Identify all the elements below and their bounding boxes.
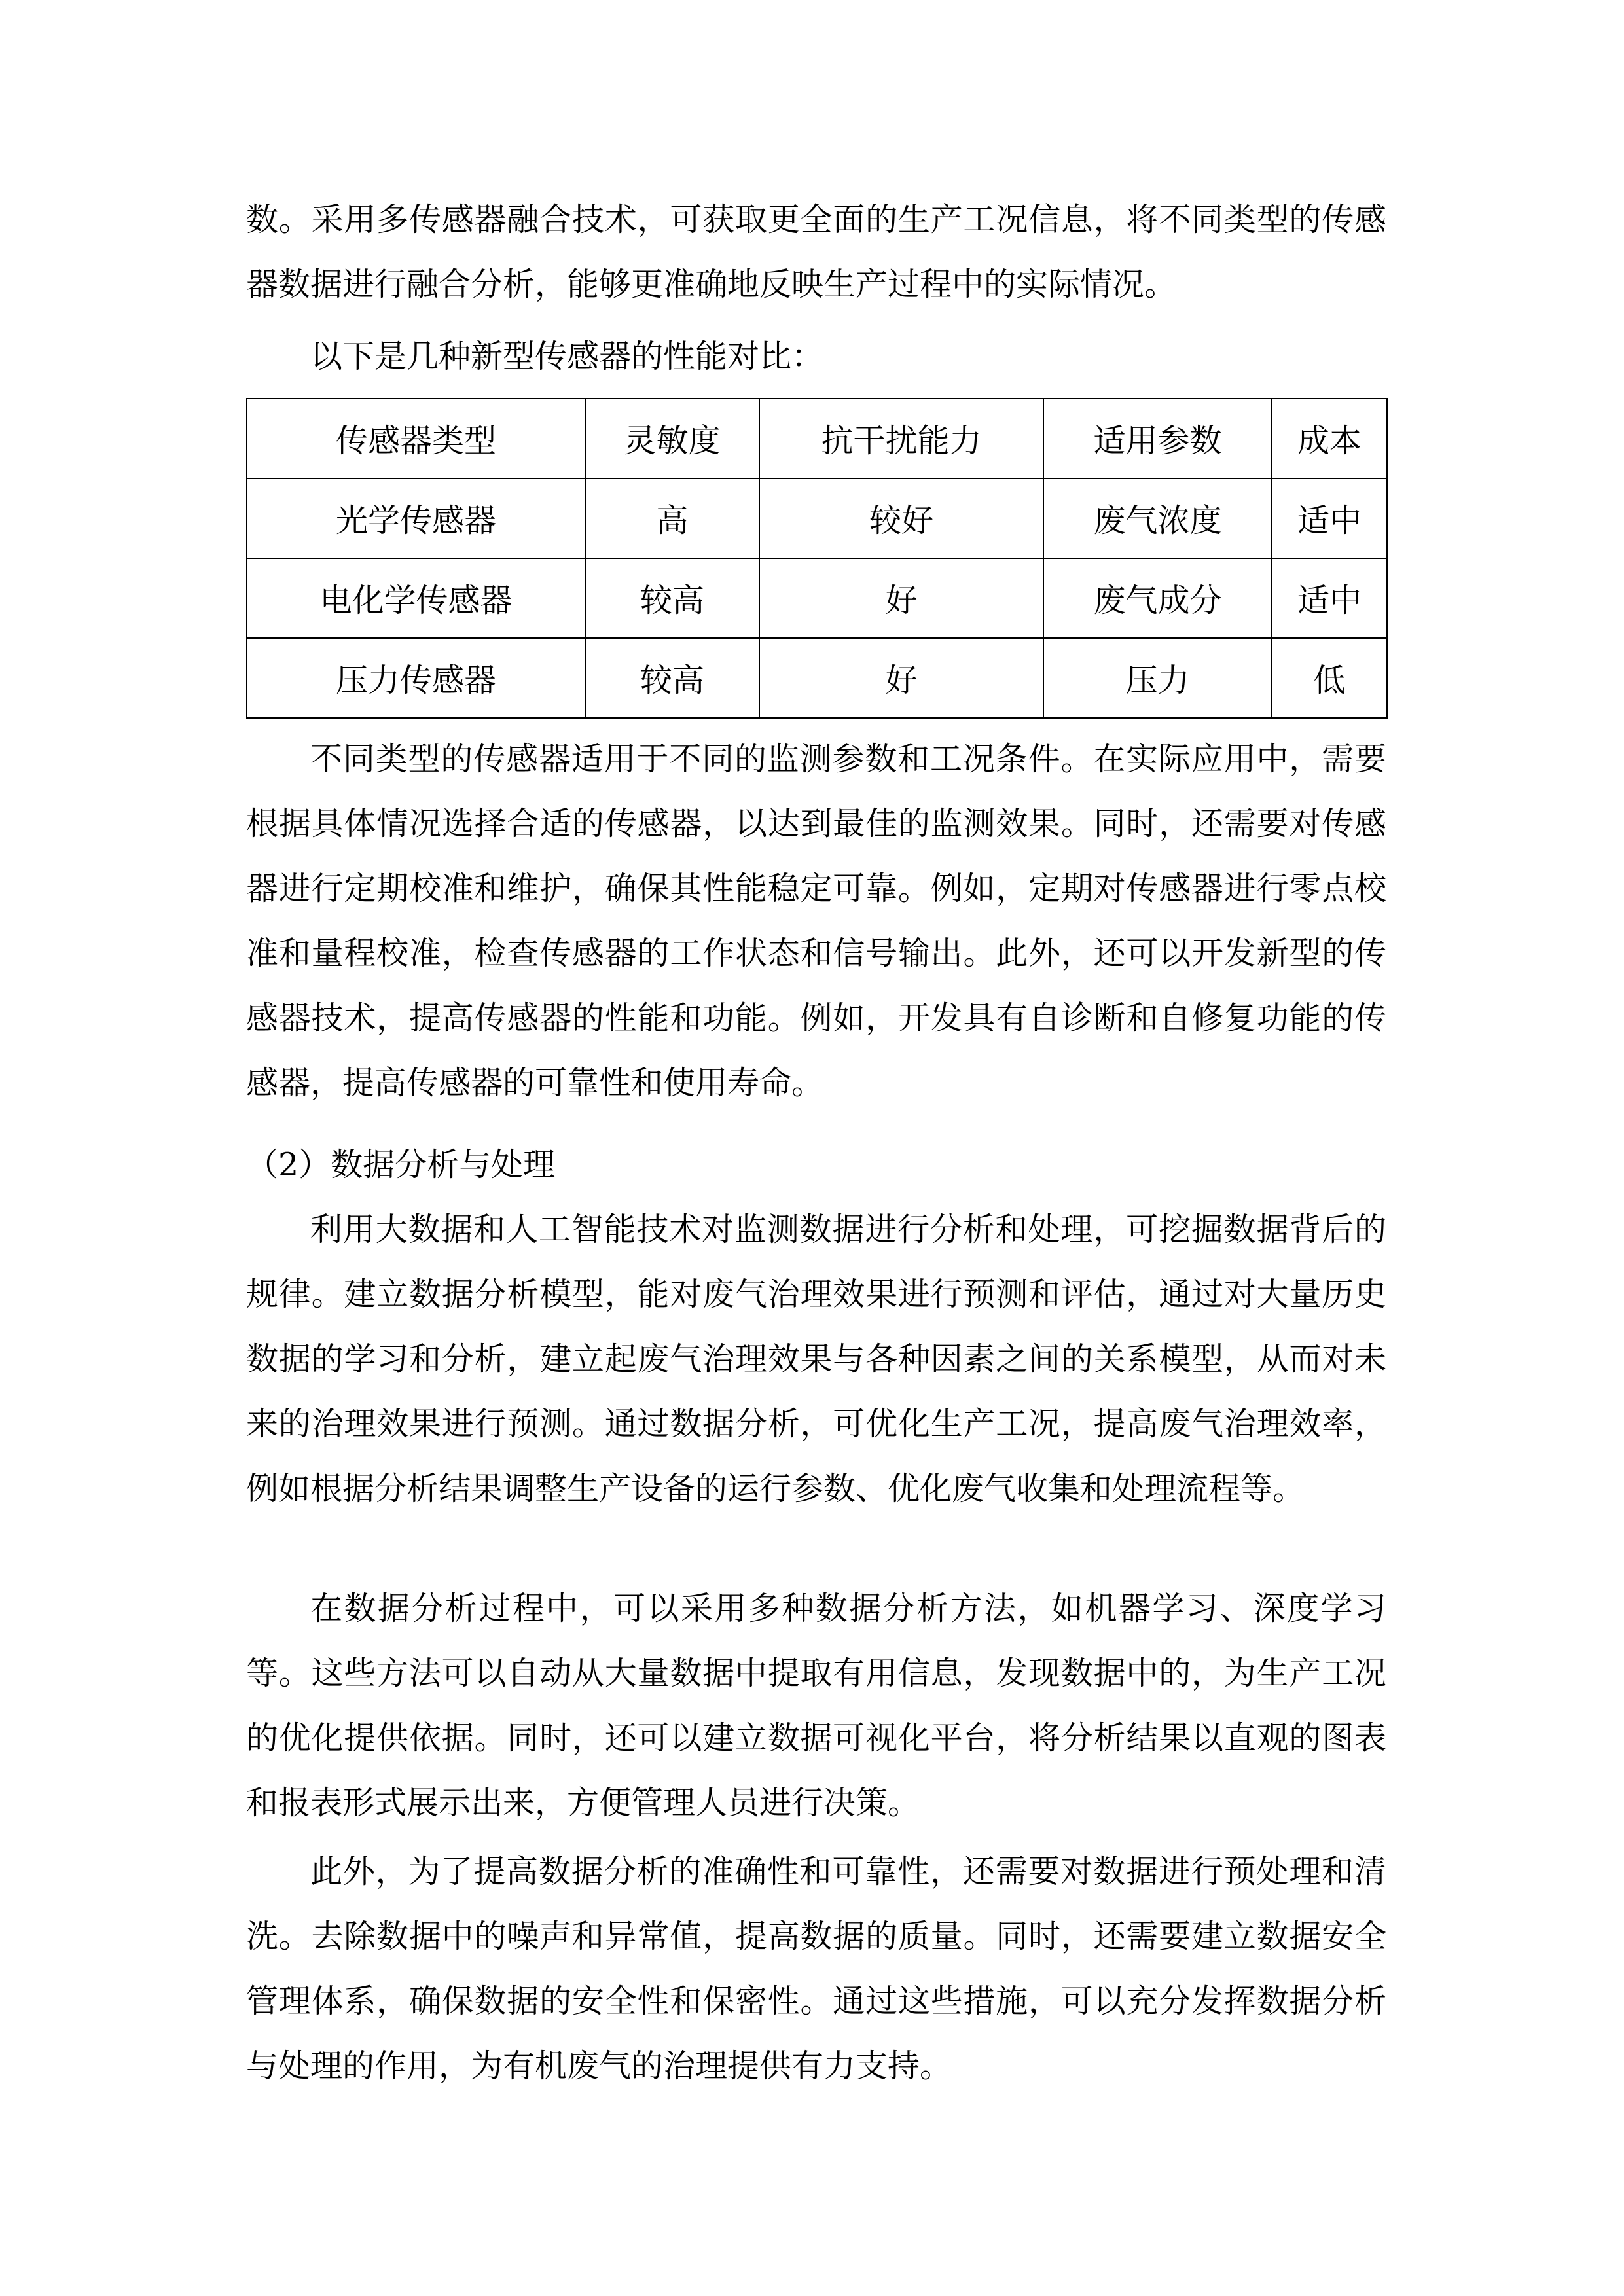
paragraph-sensor-selection: 不同类型的传感器适用于不同的监测参数和工况条件。在实际应用中，需要根据具体情况选择合适的传感器，以达到最佳的监测效果。同时，还需要对传感器进行定期校准和维护，确保其性能稳定可靠。例如，定期对传感器进行零点校准和量程校准，检查传感器的工作状态和信号输出。此外，还可以开发新型的传感器技术，提高传感器的性能和功能。例如，开发具有自诊断和自修复功能的传感器，提高传感器的可靠性和使用寿命。 xyxy=(246,740,1386,1102)
sensor-comparison-table xyxy=(246,398,1388,719)
table-row xyxy=(247,478,1387,558)
table-cell: 好 xyxy=(759,558,1043,638)
table-cell: 低 xyxy=(1272,638,1387,718)
paragraph-analysis-methods: 在数据分析过程中，可以采用多种数据分析方法，如机器学习、深度学习等。这些方法可以自动从大量数据中提取有用信息，发现数据中的，为生产工况的优化提供依据。同时，还可以建立数据可视化平台，将分析结果以直观的图表和报表形式展示出来，方便管理人员进行决策。 xyxy=(246,1590,1386,1821)
paragraph-data-analysis: 利用大数据和人工智能技术对监测数据进行分析和处理，可挖掘数据背后的规律。建立数据分析模型，能对废气治理效果进行预测和评估，通过对大量历史数据的学习和分析，建立起废气治理效果与各种因素之间的关系模型，从而对未来的治理效果进行预测。通过数据分析，可优化生产工况，提高废气治理效率，例如根据分析结果调整生产设备的运行参数、优化废气收集和处理流程等。 xyxy=(246,1211,1386,1507)
paragraph-data-quality: 此外，为了提高数据分析的准确性和可靠性，还需要对数据进行预处理和清洗。去除数据中的噪声和异常值，提高数据的质量。同时，还需要建立数据安全管理体系，确保数据的安全性和保密性。通过这些措施，可以充分发挥数据分析与处理的作用，为有机废气的治理提供有力支持。 xyxy=(246,1853,1386,2085)
table-row xyxy=(247,558,1387,638)
table-cell: 好 xyxy=(759,638,1043,718)
header-cell: 成本 xyxy=(1272,399,1387,478)
table-cell: 适中 xyxy=(1272,478,1387,558)
table-cell: 压力传感器 xyxy=(247,638,585,718)
paragraph-continuation: 数。采用多传感器融合技术，可获取更全面的生产工况信息，将不同类型的传感器数据进行融合分析，能够更准确地反映生产过程中的实际情况。 xyxy=(246,201,1386,303)
header-cell: 灵敏度 xyxy=(585,399,759,478)
table-cell: 适中 xyxy=(1272,558,1387,638)
table-cell: 压力 xyxy=(1043,638,1272,718)
table-cell: 电化学传感器 xyxy=(247,558,585,638)
table-row xyxy=(247,638,1387,718)
header-cell: 适用参数 xyxy=(1043,399,1272,478)
header-cell: 抗干扰能力 xyxy=(759,399,1043,478)
table-cell: 较高 xyxy=(585,638,759,718)
header-cell: 传感器类型 xyxy=(247,399,585,478)
table-cell: 废气浓度 xyxy=(1043,478,1272,558)
table-cell: 光学传感器 xyxy=(247,478,585,558)
table-cell: 废气成分 xyxy=(1043,558,1272,638)
table-cell: 较高 xyxy=(585,558,759,638)
table-cell: 高 xyxy=(585,478,759,558)
table-header-row xyxy=(247,399,1387,478)
table-cell: 较好 xyxy=(759,478,1043,558)
table-intro: 以下是几种新型传感器的性能对比： xyxy=(310,338,824,375)
section-heading: （2）数据分析与处理 xyxy=(246,1146,556,1183)
